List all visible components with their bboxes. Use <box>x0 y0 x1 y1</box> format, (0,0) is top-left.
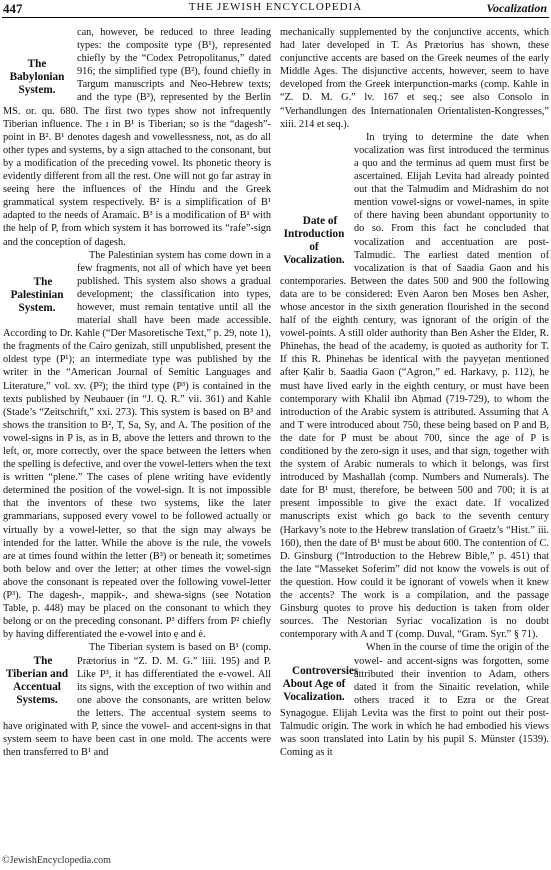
running-head: Vocalization <box>486 1 547 15</box>
paragraph <box>3 249 271 642</box>
paragraph <box>3 641 271 759</box>
page-number: 447 <box>3 1 23 16</box>
sidenote-tiberian: The Tiberian and Accentual Systems. <box>5 655 69 707</box>
paragraph <box>280 131 549 642</box>
paragraph-text: The Palestinian system has come down in a few fragments, not all of which have yet been published. This system also shows a gradual development; the classification into types, however, must remain tentative until all the material shall have been made accessible. According to Dr. Kahle (“Der Masoretische Text,” p. 29, note 1), the fragments of the Cairo genizah, still unpublished, present the oldest type (P¹); an intermediate type was published by the writer in the “American Journal of Semitic Languages and Literature,” vol. xv. (P²); the third type (P³) is contained in the texts published by Neubauer (in “J. Q. R.” vii. 361) and Kahle (Stade’s “Zeitschrift,” xxi. 273). This system is based on B³ and shows the transition to B², T, Sa, Sy, and A. The position of the vowel-signs in P is, as in B, above the letters and thrown to the left, or, more correctly, over the space between the letters when the spelling is defective, and over the vowel-letters when the text is written “plene.” The cases of plene writing have evidently determined the position of the vowel-sign. It is not impossible that the inventors of these two systems, like the later grammarians, supposed every vowel to be followed actually or virtually by a vowel-letter, so that the sign may always be intended for the latter. While the above is the rule, the vowels are at times found within the letter (B³) or beneath it; sometimes both below and over the letter; at other times the vowel-sign above the consonant is repeated over the following vowel-letter (P³). The dagesh-, mappik-, and shewa-signs (see Notation Table, p. 448) may be placed on the consonant to which they belong or on the preceding consonant. P³ differs from P² chiefly by having differentiated the e-vowel into ẹ and ė. <box>3 249 271 641</box>
paragraph <box>280 641 549 759</box>
sidenote-controversies: Controversies About Age of Vocalization. <box>282 665 359 704</box>
sidenote-date: Date of Introduction of Vocalization. <box>283 214 345 266</box>
paragraph-text: When in the course of time the origin of the vowel- and accent-signs was forgotten, some attributed their invention to Adam, others dated it from the Sinaitic revelation, while others traced it to Ezra or the Great Synagogue. Elijah Levita was the first to point out their post-Talmudic origin. The work in which he had embodied his views was soon translated into Latin by his pupil S. Münster (1539). Coming as it <box>280 642 549 759</box>
paragraph-text: can, however, be reduced to three leading types: the composite type (B¹), represented chiefly by the “Codex Petropolitanus,” dated 916; the simplified type (B²), found chiefly in Targum manuscripts and Neo-Hebrew texts; and the type (B³), represented by the Berlin MS. or. qu. 680. <box>3 27 271 117</box>
paragraph-text: The Tiberian system is based on B¹ (comp. Prætorius in “Z. D. M. G.” liii. 195) and P. Like P³, it has differentiated the e-vowel. All its signs, with the exception of two within and one above the consonants, are written below the letters. The accentual system seems to have originated with P, since the vowel- and accent-signs in that system seem to have been cast in one mold. The accents were then transferred to B¹ and <box>3 642 271 759</box>
copyright-link[interactable]: ©JewishEncyclopedia.com <box>2 855 111 866</box>
journal-title: THE JEWISH ENCYCLOPEDIA <box>188 1 363 13</box>
sidenote-babylonian: The Babylonian System. <box>9 58 65 96</box>
right-column <box>280 26 549 759</box>
sidenote-palestinian: The Palestinian System. <box>10 275 64 314</box>
paragraph-text: In trying to determine the date when vocalization was first introduced the terminus a quo and the terminus ad quem must first be ascertained. Elijah Levita had already pointed out that the Talmudim and Midrashim do not mention vowel-signs or vowel-names, in spite of there having been abundant opportunity to do so. From this fact he concluded that vocalization and accentuation are post-Talmudic. The earliest dated mention of vocalization is that of Saadia Gaon and his contemporaries. Between the dates 500 and 900 the following data are to be considered: Even Aaron ben Moses ben Asher, whose ancestor in the sixth generation flourished in the second half of the eighth century, was ignorant of the origin of the vowel-points. A still older authority than Ben Asher the Elder, R. Phinehas, the head of the academy, is quoted as authority for T. If this R. Phinehas be identical with the payyeṭan mentioned after Ḳalir b. Saadia Gaon (“Agron,” ed. Harkavy, p. 112), he must have lived early in the eighth century, or must have been contemporary with Khalil ibn Aḥmad (719-729), to whom the introduction of the Arabic system is attributed. Assuming that A and T were introduced about 750, these being based on P and B, the date for P must be about 700, since the age of P is conditioned by the zero-sign it uses, and that sign, together with the system of Arabic numerals to which it belongs, was first introduced by Mashallah (comp. Numbers and Numerals). The date for B¹ must, therefore, be between 500 and 700; it is at present impossible to give the exact date. If vocalized manuscripts exist which go back to the seventh century (Harkavy’s note to the Hebrew translation of Graetz’s “Hist.” iii. 160), then the date of B¹ must be about 600. The contention of C. D. Ginsburg (“Introduction to the Hebrew Bible,” p. 451) that the late “Masseket Soferim” did not know the vowels is out of the question. How could it be ignorant of vowels when it knew the accents? The work is a compilation, and the passage Ginsburg quotes to prove his deduction is taken from older sources. The Nestorian Syriac vocalization is no doubt contemporary with A and T (comp. Duval, “Gram. Syr.” § 71). <box>280 131 549 641</box>
paragraph: mechanically supplemented by the conjunctive accents, which had later developed in T. As Prætorius has shown, these conjunctive accents are based on the Greek neumes of the early Middle Ages. The disjunctive accents, however, seem to have developed from the Greek interpunction-marks (comp. Kahle in “Z. D. M. G.” lv. 167 et seq.; see also Consolo in “Verhandlungen des Internationalen Orientalisten-Kongresses,” xiii. 214 et seq.). <box>280 27 549 130</box>
left-column <box>3 26 271 759</box>
paragraph <box>3 26 271 249</box>
page-header <box>0 0 551 17</box>
paragraph-text: The first two types show not infrequently Tiberian influence. The ı in B¹ is Tiberian; so is the “dagesh”-point in B². B¹ denotes dagesh and vowellessness, not, as do all other types and systems, by a sign attached to the consonant, but by a modification of the preceding vowel. Its phonetic theory is evidently different from all the rest. One will not go far astray in seeing here the influences of the Hindu and the Greek grammatical system respectively. B² is a simplification of B¹ adapted to the needs of Aramaic. B³ is a modification of B¹ with the help of P, from which system it has borrowed its “rafe”-sign and the conception of dagesh. <box>3 105 271 248</box>
header-rule <box>2 17 549 18</box>
